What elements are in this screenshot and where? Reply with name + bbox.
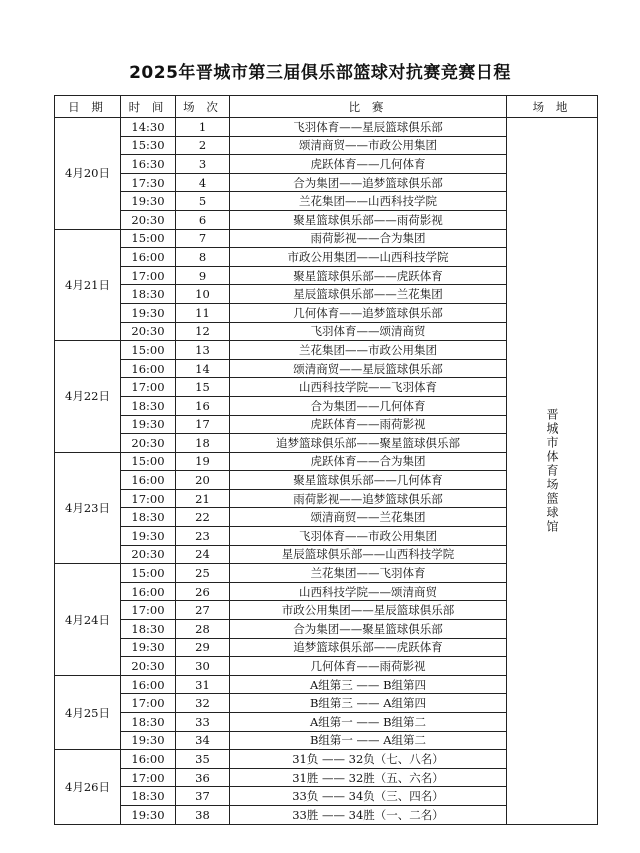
round-cell: 37 [176, 787, 230, 806]
time-cell: 16:00 [121, 675, 176, 694]
header-venue: 场 地 [507, 96, 598, 118]
match-cell: 合为集团——追梦篮球俱乐部 [230, 173, 507, 192]
time-cell: 17:00 [121, 266, 176, 285]
header-round: 场 次 [176, 96, 230, 118]
match-cell: 颂清商贸——市政公用集团 [230, 136, 507, 155]
schedule-body [55, 118, 598, 825]
round-cell: 16 [176, 396, 230, 415]
time-cell: 17:00 [121, 378, 176, 397]
match-cell: 市政公用集团——山西科技学院 [230, 248, 507, 267]
round-cell: 19 [176, 452, 230, 471]
date-cell: 4月21日 [55, 229, 121, 341]
time-cell: 20:30 [121, 210, 176, 229]
match-cell: 兰花集团——飞羽体育 [230, 564, 507, 583]
match-cell: 虎跃体育——雨荷影视 [230, 415, 507, 434]
match-cell: 聚星篮球俱乐部——几何体育 [230, 471, 507, 490]
round-cell: 34 [176, 731, 230, 750]
date-cell: 4月22日 [55, 341, 121, 453]
round-cell: 26 [176, 582, 230, 601]
time-cell: 16:00 [121, 750, 176, 769]
time-cell: 17:00 [121, 601, 176, 620]
time-cell: 16:30 [121, 155, 176, 174]
time-cell: 18:30 [121, 285, 176, 304]
round-cell: 24 [176, 545, 230, 564]
round-cell: 6 [176, 210, 230, 229]
match-cell: A组第一 —— B组第二 [230, 713, 507, 732]
match-cell: 31负 —— 32负（七、八名） [230, 750, 507, 769]
round-cell: 33 [176, 713, 230, 732]
round-cell: 9 [176, 266, 230, 285]
round-cell: 12 [176, 322, 230, 341]
schedule-table [54, 95, 598, 825]
round-cell: 31 [176, 675, 230, 694]
match-cell: 兰花集团——山西科技学院 [230, 192, 507, 211]
round-cell: 14 [176, 359, 230, 378]
time-cell: 15:00 [121, 452, 176, 471]
time-cell: 15:00 [121, 341, 176, 360]
round-cell: 35 [176, 750, 230, 769]
match-cell: 33负 —— 34负（三、四名） [230, 787, 507, 806]
date-cell: 4月26日 [55, 750, 121, 824]
match-cell: B组第三 —— A组第四 [230, 694, 507, 713]
round-cell: 8 [176, 248, 230, 267]
round-cell: 36 [176, 768, 230, 787]
match-cell: 星辰篮球俱乐部——兰花集团 [230, 285, 507, 304]
date-cell: 4月24日 [55, 564, 121, 676]
time-cell: 19:30 [121, 638, 176, 657]
time-cell: 19:30 [121, 192, 176, 211]
match-cell: B组第一 —— A组第二 [230, 731, 507, 750]
round-cell: 28 [176, 620, 230, 639]
time-cell: 20:30 [121, 322, 176, 341]
header-time: 时 间 [121, 96, 176, 118]
time-cell: 16:00 [121, 248, 176, 267]
time-cell: 15:00 [121, 564, 176, 583]
date-cell: 4月23日 [55, 452, 121, 564]
time-cell: 14:30 [121, 118, 176, 137]
time-cell: 19:30 [121, 731, 176, 750]
round-cell: 32 [176, 694, 230, 713]
match-cell: 星辰篮球俱乐部——山西科技学院 [230, 545, 507, 564]
date-cell: 4月20日 [55, 118, 121, 230]
round-cell: 27 [176, 601, 230, 620]
match-cell: 兰花集团——市政公用集团 [230, 341, 507, 360]
time-cell: 18:30 [121, 508, 176, 527]
time-cell: 15:30 [121, 136, 176, 155]
match-cell: 虎跃体育——合为集团 [230, 452, 507, 471]
round-cell: 38 [176, 805, 230, 824]
time-cell: 20:30 [121, 545, 176, 564]
match-cell: 雨荷影视——合为集团 [230, 229, 507, 248]
time-cell: 17:00 [121, 489, 176, 508]
time-cell: 16:00 [121, 582, 176, 601]
match-cell: 几何体育——追梦篮球俱乐部 [230, 303, 507, 322]
match-cell: 飞羽体育——星辰篮球俱乐部 [230, 118, 507, 137]
match-cell: 市政公用集团——星辰篮球俱乐部 [230, 601, 507, 620]
match-cell: 追梦篮球俱乐部——聚星篮球俱乐部 [230, 434, 507, 453]
time-cell: 20:30 [121, 434, 176, 453]
match-cell: 33胜 —— 34胜（一、二名） [230, 805, 507, 824]
match-cell: 虎跃体育——几何体育 [230, 155, 507, 174]
round-cell: 18 [176, 434, 230, 453]
match-cell: 颂清商贸——兰花集团 [230, 508, 507, 527]
match-cell: 飞羽体育——市政公用集团 [230, 527, 507, 546]
round-cell: 22 [176, 508, 230, 527]
time-cell: 15:00 [121, 229, 176, 248]
round-cell: 7 [176, 229, 230, 248]
round-cell: 30 [176, 657, 230, 676]
match-cell: 山西科技学院——颂清商贸 [230, 582, 507, 601]
match-cell: A组第三 —— B组第四 [230, 675, 507, 694]
time-cell: 19:30 [121, 805, 176, 824]
time-cell: 18:30 [121, 787, 176, 806]
match-cell: 颂清商贸——星辰篮球俱乐部 [230, 359, 507, 378]
round-cell: 3 [176, 155, 230, 174]
round-cell: 17 [176, 415, 230, 434]
round-cell: 20 [176, 471, 230, 490]
round-cell: 10 [176, 285, 230, 304]
round-cell: 2 [176, 136, 230, 155]
time-cell: 18:30 [121, 713, 176, 732]
table-row [55, 118, 598, 137]
time-cell: 18:30 [121, 620, 176, 639]
time-cell: 19:30 [121, 303, 176, 322]
round-cell: 29 [176, 638, 230, 657]
round-cell: 25 [176, 564, 230, 583]
time-cell: 19:30 [121, 527, 176, 546]
header-date: 日 期 [55, 96, 121, 118]
date-cell: 4月25日 [55, 675, 121, 749]
time-cell: 16:00 [121, 359, 176, 378]
venue-cell: 晋城市体育场篮球馆 [507, 118, 598, 825]
time-cell: 19:30 [121, 415, 176, 434]
match-cell: 合为集团——聚星篮球俱乐部 [230, 620, 507, 639]
time-cell: 18:30 [121, 396, 176, 415]
header-row [55, 96, 598, 118]
page-title: 2025年晋城市第三届俱乐部篮球对抗赛竞赛日程 [129, 63, 511, 83]
round-cell: 15 [176, 378, 230, 397]
match-cell: 几何体育——雨荷影视 [230, 657, 507, 676]
round-cell: 23 [176, 527, 230, 546]
round-cell: 13 [176, 341, 230, 360]
match-cell: 雨荷影视——追梦篮球俱乐部 [230, 489, 507, 508]
match-cell: 聚星篮球俱乐部——雨荷影视 [230, 210, 507, 229]
round-cell: 4 [176, 173, 230, 192]
time-cell: 16:00 [121, 471, 176, 490]
match-cell: 31胜 —— 32胜（五、六名） [230, 768, 507, 787]
round-cell: 5 [176, 192, 230, 211]
match-cell: 合为集团——几何体育 [230, 396, 507, 415]
header-match: 比 赛 [230, 96, 507, 118]
match-cell: 聚星篮球俱乐部——虎跃体育 [230, 266, 507, 285]
time-cell: 17:00 [121, 694, 176, 713]
round-cell: 1 [176, 118, 230, 137]
match-cell: 飞羽体育——颂清商贸 [230, 322, 507, 341]
time-cell: 20:30 [121, 657, 176, 676]
time-cell: 17:00 [121, 768, 176, 787]
match-cell: 山西科技学院——飞羽体育 [230, 378, 507, 397]
match-cell: 追梦篮球俱乐部——虎跃体育 [230, 638, 507, 657]
time-cell: 17:30 [121, 173, 176, 192]
round-cell: 11 [176, 303, 230, 322]
round-cell: 21 [176, 489, 230, 508]
